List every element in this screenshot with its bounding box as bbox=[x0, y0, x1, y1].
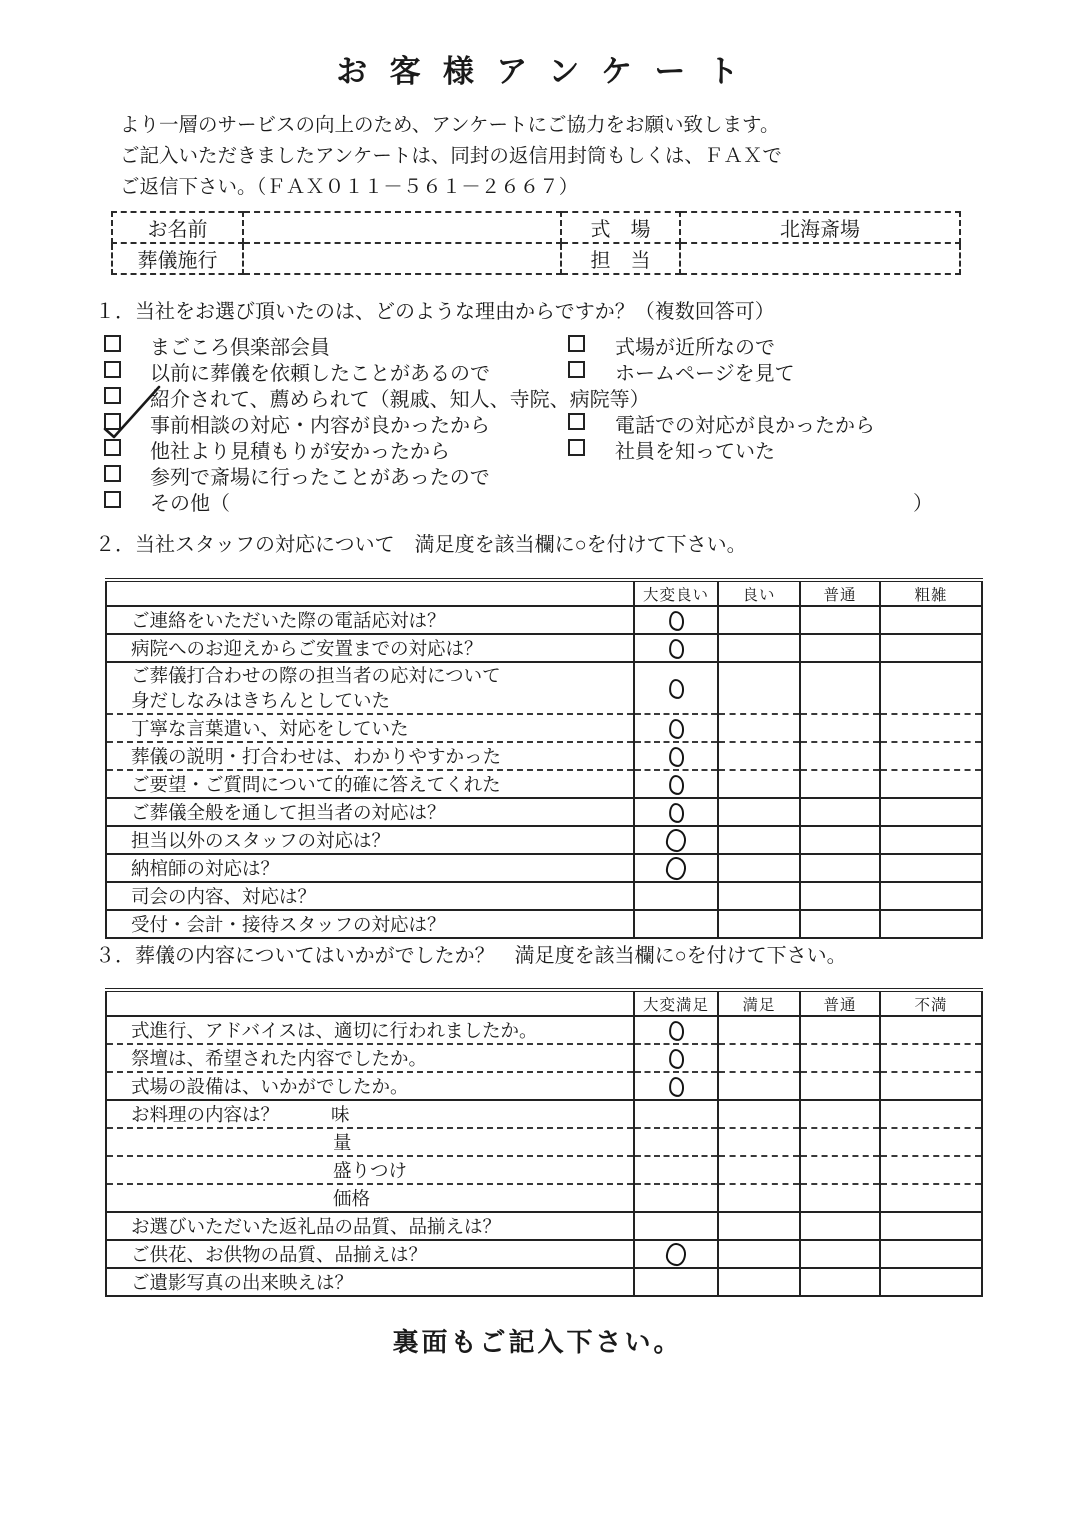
rating-cell[interactable] bbox=[800, 1184, 880, 1212]
rating-cell[interactable] bbox=[880, 826, 982, 854]
row-label: お選びいただいた返礼品の品質、品揃えは？ bbox=[106, 1212, 634, 1240]
table-row bbox=[106, 606, 982, 634]
rating-cell[interactable] bbox=[880, 1184, 982, 1212]
q1-option-row bbox=[95, 357, 965, 383]
option-label: 電話での対応が良かったから bbox=[615, 415, 875, 437]
row-label: 納棺師の対応は？ bbox=[106, 854, 634, 882]
circle-mark-icon bbox=[667, 802, 684, 824]
table-row bbox=[106, 770, 982, 798]
circle-mark-icon bbox=[667, 610, 684, 632]
option-label: 式場が近所なので bbox=[615, 337, 775, 359]
option-label: 参列で斎場に行ったことがあったので bbox=[150, 467, 490, 489]
option-label: 事前相談の対応・内容が良かったから bbox=[150, 415, 490, 437]
rating-cell[interactable] bbox=[800, 1128, 880, 1156]
info-row-executor bbox=[112, 243, 960, 274]
table-row bbox=[106, 1212, 982, 1240]
rating-cell[interactable] bbox=[718, 1016, 800, 1044]
rating-cell[interactable] bbox=[718, 1072, 800, 1100]
intro-line: ご記入いただきましたアンケートは、同封の返信用封筒もしくは、ＦＡＸで bbox=[120, 145, 782, 167]
table-row bbox=[106, 634, 982, 662]
rating-cell[interactable] bbox=[880, 1156, 982, 1184]
rating-cell[interactable] bbox=[718, 606, 800, 634]
row-label: ご遺影写真の出来映えは？ bbox=[106, 1268, 634, 1296]
option-label: その他（ bbox=[150, 493, 230, 515]
rating-cell[interactable] bbox=[718, 634, 800, 662]
rating-cell[interactable] bbox=[880, 1240, 982, 1268]
rating-cell[interactable] bbox=[880, 662, 982, 714]
rating-cell[interactable] bbox=[800, 1156, 880, 1184]
row-label: 病院へのお迎えからご安置までの対応は？ bbox=[106, 634, 634, 662]
table-row bbox=[106, 714, 982, 742]
info-box bbox=[111, 211, 961, 275]
rating-cell[interactable] bbox=[718, 1268, 800, 1296]
row-label: 受付・会計・接待スタッフの対応は？ bbox=[106, 910, 634, 938]
checkbox-knew-employee[interactable] bbox=[568, 439, 585, 456]
rating-cell[interactable] bbox=[800, 1072, 880, 1100]
rating-cell[interactable] bbox=[880, 1072, 982, 1100]
rating-cell[interactable] bbox=[800, 770, 880, 798]
rating-cell[interactable] bbox=[634, 1100, 718, 1128]
rating-cell[interactable] bbox=[718, 910, 800, 938]
option-label: 紹介されて、薦められて（親戚、知人、寺院、病院等） bbox=[150, 389, 650, 411]
row-label: 盛りつけ bbox=[106, 1156, 634, 1184]
row-label: 司会の内容、対応は？ bbox=[106, 882, 634, 910]
rating-cell[interactable] bbox=[634, 1072, 718, 1100]
row-label: ご連絡をいただいた際の電話応対は？ bbox=[106, 606, 634, 634]
rating-cell[interactable] bbox=[634, 910, 718, 938]
q1-option-row bbox=[95, 461, 965, 487]
table-row bbox=[106, 854, 982, 882]
circle-mark-icon bbox=[665, 828, 687, 852]
rating-cell[interactable] bbox=[718, 662, 800, 714]
rating-cell[interactable] bbox=[880, 1212, 982, 1240]
checkbox-magokoro-member[interactable] bbox=[104, 335, 121, 352]
option-label: 社員を知っていた bbox=[615, 441, 775, 463]
rating-cell[interactable] bbox=[880, 1100, 982, 1128]
row-label: 式進行、アドバイスは、適切に行われましたか。 bbox=[106, 1016, 634, 1044]
column-header: 普通 bbox=[800, 580, 880, 606]
funeral-content-rating-table bbox=[105, 988, 983, 1297]
rating-cell[interactable] bbox=[718, 1212, 800, 1240]
rating-cell[interactable] bbox=[634, 606, 718, 634]
row-label: 丁寧な言葉遣い、対応をしていた bbox=[106, 714, 634, 742]
rating-cell[interactable] bbox=[634, 714, 718, 742]
circle-mark-icon bbox=[667, 1020, 684, 1042]
rating-cell[interactable] bbox=[800, 826, 880, 854]
rating-cell[interactable] bbox=[634, 826, 718, 854]
rating-cell[interactable] bbox=[800, 1268, 880, 1296]
table-row bbox=[106, 798, 982, 826]
info-row-name bbox=[112, 212, 960, 243]
name-field[interactable] bbox=[243, 212, 561, 243]
table-row bbox=[106, 1268, 982, 1296]
q1-option-row bbox=[95, 331, 965, 357]
q1-option-row bbox=[95, 383, 965, 409]
rating-cell[interactable] bbox=[800, 1212, 880, 1240]
rating-cell[interactable] bbox=[880, 1044, 982, 1072]
rating-cell[interactable] bbox=[634, 1044, 718, 1072]
column-header: 普通 bbox=[800, 990, 880, 1016]
table-row bbox=[106, 1072, 982, 1100]
rating-cell[interactable] bbox=[718, 1156, 800, 1184]
rating-cell[interactable] bbox=[880, 714, 982, 742]
rating-cell[interactable] bbox=[634, 1212, 718, 1240]
checkbox-attended-funeral[interactable] bbox=[104, 465, 121, 482]
q1-option-row bbox=[95, 487, 965, 513]
intro-line: より一層のサービスの向上のため、アンケートにご協力をお願い致します。 bbox=[120, 114, 780, 136]
checkbox-used-before[interactable] bbox=[104, 361, 121, 378]
rating-cell[interactable] bbox=[718, 854, 800, 882]
rating-cell[interactable] bbox=[634, 742, 718, 770]
table-header-row bbox=[106, 990, 982, 1016]
row-label: ご葬儀打合わせの際の担当者の応対について 身だしなみはきちんとしていた bbox=[106, 662, 634, 714]
row-label: 葬儀の説明・打合わせは、わかりやすかった bbox=[106, 742, 634, 770]
rating-cell[interactable] bbox=[634, 798, 718, 826]
circle-mark-icon bbox=[667, 678, 684, 700]
rating-cell[interactable] bbox=[718, 714, 800, 742]
question-1 bbox=[95, 295, 965, 513]
rating-cell[interactable] bbox=[718, 1044, 800, 1072]
footer-note: 裏面もご記入下さい。 bbox=[392, 1327, 683, 1357]
empty-header-cell bbox=[106, 580, 634, 606]
option-label: 以前に葬儀を依頼したことがあるので bbox=[150, 363, 490, 385]
rating-cell[interactable] bbox=[800, 1100, 880, 1128]
column-header: 大変満足 bbox=[634, 990, 718, 1016]
row-label: ご供花、お供物の品質、品揃えは？ bbox=[106, 1240, 634, 1268]
rating-cell[interactable] bbox=[718, 742, 800, 770]
rating-cell[interactable] bbox=[800, 854, 880, 882]
rating-cell[interactable] bbox=[800, 1240, 880, 1268]
row-label: 担当以外のスタッフの対応は？ bbox=[106, 826, 634, 854]
venue-field[interactable]: 北海斎場 bbox=[680, 212, 960, 243]
row-label: お料理の内容は？ 味 bbox=[106, 1100, 634, 1128]
table-row bbox=[106, 742, 982, 770]
column-header: 良い bbox=[718, 580, 800, 606]
staff-rating-table bbox=[105, 578, 983, 939]
rating-cell[interactable] bbox=[880, 910, 982, 938]
rating-cell[interactable] bbox=[880, 1128, 982, 1156]
rating-cell[interactable] bbox=[880, 882, 982, 910]
rating-cell[interactable] bbox=[880, 770, 982, 798]
table-row bbox=[106, 1128, 982, 1156]
circle-mark-icon bbox=[667, 774, 684, 796]
checkbox-cheaper-estimate[interactable] bbox=[104, 439, 121, 456]
executor-field[interactable] bbox=[243, 243, 561, 274]
row-label: 価格 bbox=[106, 1184, 634, 1212]
rating-cell[interactable] bbox=[880, 606, 982, 634]
column-header: 不満 bbox=[880, 990, 982, 1016]
rating-cell[interactable] bbox=[634, 1016, 718, 1044]
rating-cell[interactable] bbox=[634, 662, 718, 714]
rating-cell[interactable] bbox=[718, 1240, 800, 1268]
rating-cell[interactable] bbox=[800, 634, 880, 662]
option-label: まごころ倶楽部会員 bbox=[150, 337, 330, 359]
column-header: 大変良い bbox=[634, 580, 718, 606]
rating-cell[interactable] bbox=[800, 606, 880, 634]
table-row bbox=[106, 1240, 982, 1268]
q1-option-row bbox=[95, 435, 965, 461]
rating-cell[interactable] bbox=[634, 770, 718, 798]
rating-cell[interactable] bbox=[634, 854, 718, 882]
rating-cell[interactable] bbox=[800, 1044, 880, 1072]
rating-cell[interactable] bbox=[800, 798, 880, 826]
table-row bbox=[106, 910, 982, 938]
q1-option-row bbox=[95, 409, 965, 435]
table-row bbox=[106, 1044, 982, 1072]
option-label: ホームページを見て bbox=[615, 363, 795, 385]
rating-cell[interactable] bbox=[718, 798, 800, 826]
row-label: 式場の設備は、いかがでしたか。 bbox=[106, 1072, 634, 1100]
circle-mark-icon bbox=[667, 1048, 684, 1070]
circle-mark-icon bbox=[667, 1076, 684, 1098]
intro-paragraph bbox=[120, 110, 960, 203]
rating-cell[interactable] bbox=[634, 1156, 718, 1184]
empty-header-cell bbox=[106, 990, 634, 1016]
table-row bbox=[106, 1016, 982, 1044]
rating-cell[interactable] bbox=[800, 882, 880, 910]
table-row bbox=[106, 1100, 982, 1128]
rating-cell[interactable] bbox=[718, 882, 800, 910]
rating-cell[interactable] bbox=[718, 1184, 800, 1212]
table-row bbox=[106, 662, 982, 714]
rating-cell[interactable] bbox=[800, 662, 880, 714]
row-label: ご要望・ご質問について的確に答えてくれた bbox=[106, 770, 634, 798]
table-row bbox=[106, 1156, 982, 1184]
table-header-row bbox=[106, 580, 982, 606]
other-close-paren: ） bbox=[913, 493, 933, 515]
circle-mark-icon bbox=[665, 856, 687, 880]
name-label: お名前 bbox=[112, 212, 243, 243]
executor-label: 葬儀施行 bbox=[112, 243, 243, 274]
rating-cell[interactable] bbox=[634, 1240, 718, 1268]
rating-cell[interactable] bbox=[634, 882, 718, 910]
question-3-heading: ３．葬儀の内容についてはいかがでしたか？ 満足度を該当欄に○を付けて下さい。 bbox=[95, 945, 847, 967]
rating-cell[interactable] bbox=[880, 1016, 982, 1044]
column-header: 粗雑 bbox=[880, 580, 982, 606]
column-header: 満足 bbox=[718, 990, 800, 1016]
table-row bbox=[106, 1184, 982, 1212]
rating-cell[interactable] bbox=[800, 1016, 880, 1044]
checkbox-prior-consultation[interactable] bbox=[104, 413, 121, 430]
circle-mark-icon bbox=[667, 746, 684, 768]
page-title: お客様アンケート bbox=[336, 54, 761, 89]
rating-cell[interactable] bbox=[634, 1128, 718, 1156]
staff-label: 担 当 bbox=[561, 243, 680, 274]
table-row bbox=[106, 826, 982, 854]
rating-cell[interactable] bbox=[718, 826, 800, 854]
rating-cell[interactable] bbox=[634, 1184, 718, 1212]
rating-cell[interactable] bbox=[800, 742, 880, 770]
venue-label: 式 場 bbox=[561, 212, 680, 243]
row-label: 量 bbox=[106, 1128, 634, 1156]
rating-cell[interactable] bbox=[800, 910, 880, 938]
checkbox-phone-response[interactable] bbox=[568, 413, 585, 430]
rating-cell[interactable] bbox=[718, 1100, 800, 1128]
question-2-heading: ２．当社スタッフの対応について 満足度を該当欄に○を付けて下さい。 bbox=[95, 534, 747, 556]
staff-field[interactable] bbox=[680, 243, 960, 274]
checkbox-venue-nearby[interactable] bbox=[568, 335, 585, 352]
checkbox-introduced[interactable] bbox=[104, 387, 121, 404]
option-label: 他社より見積もりが安かったから bbox=[150, 441, 450, 463]
circle-mark-icon bbox=[667, 638, 684, 660]
table-row bbox=[106, 882, 982, 910]
rating-cell[interactable] bbox=[880, 854, 982, 882]
intro-line: ご返信下さい。（ＦＡＸ０１１－５６１－２６６７） bbox=[120, 176, 579, 198]
row-label: 祭壇は、希望された内容でしたか。 bbox=[106, 1044, 634, 1072]
rating-cell[interactable] bbox=[800, 714, 880, 742]
rating-cell[interactable] bbox=[880, 634, 982, 662]
rating-cell[interactable] bbox=[634, 634, 718, 662]
checkbox-other[interactable] bbox=[104, 491, 121, 508]
rating-cell[interactable] bbox=[634, 1268, 718, 1296]
rating-cell[interactable] bbox=[880, 742, 982, 770]
question-1-heading: １．当社をお選び頂いたのは、どのような理由からですか？（複数回答可） bbox=[95, 301, 775, 323]
row-label: ご葬儀全般を通して担当者の対応は？ bbox=[106, 798, 634, 826]
circle-mark-icon bbox=[665, 1242, 687, 1266]
circle-mark-icon bbox=[667, 718, 684, 740]
rating-cell[interactable] bbox=[718, 1128, 800, 1156]
checkbox-saw-homepage[interactable] bbox=[568, 361, 585, 378]
rating-cell[interactable] bbox=[880, 1268, 982, 1296]
rating-cell[interactable] bbox=[880, 798, 982, 826]
rating-cell[interactable] bbox=[718, 770, 800, 798]
